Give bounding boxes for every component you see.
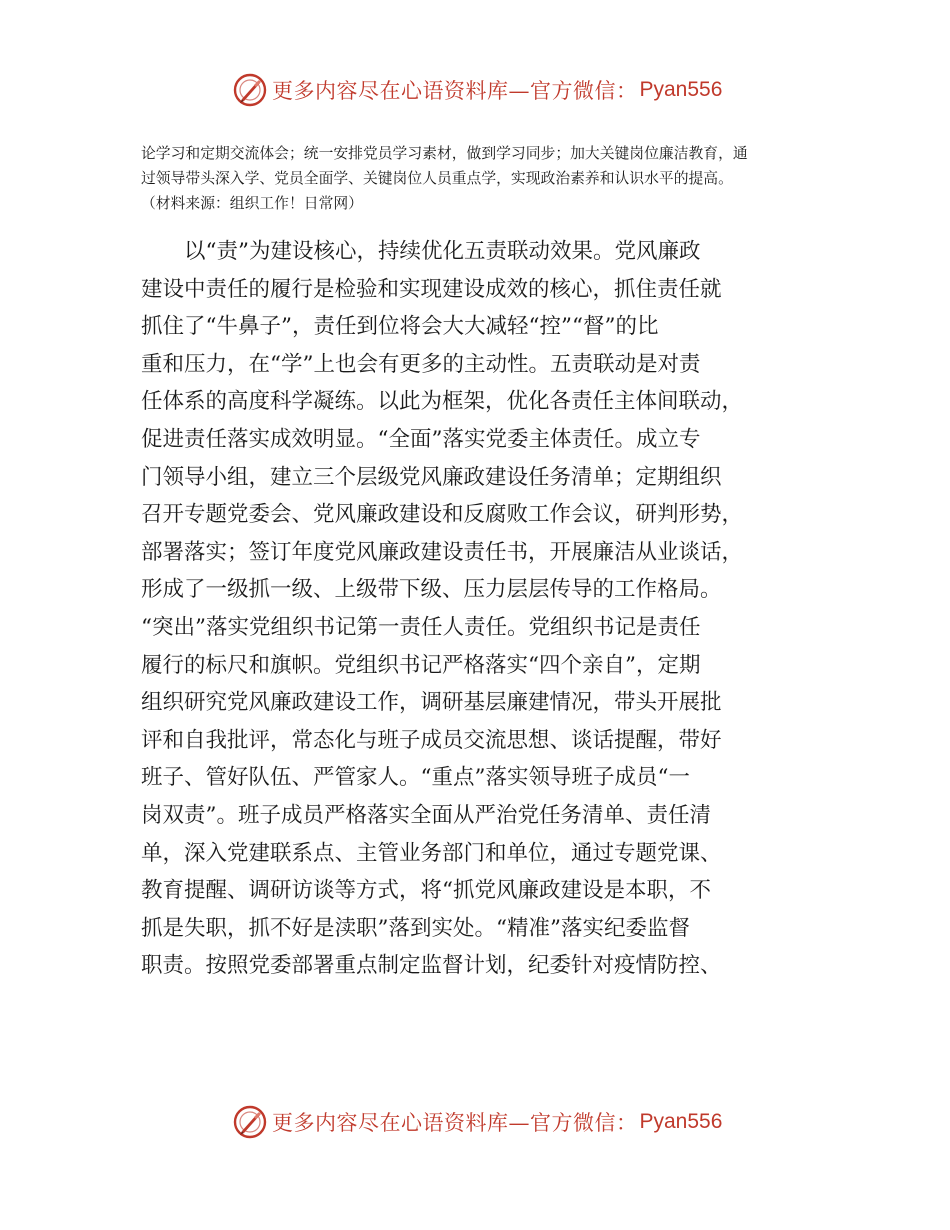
footer-banner — [232, 1104, 722, 1140]
body-line: 建设中责任的履行是检验和实现建设成效的核心，抓住责任就 — [141, 276, 722, 302]
body-line: 任体系的高度科学凝练。以此为框架，优化各责任主体间联动， — [141, 389, 744, 415]
quill-pen-logo-icon — [232, 1104, 268, 1140]
body-line: 重和压力，在“学”上也会有更多的主动性。五责联动是对责 — [141, 351, 701, 377]
source-note: （材料来源：组织工作！日常网） — [141, 195, 363, 212]
header-banner — [232, 72, 722, 108]
body-line: 部署落实；签订年度党风廉政建设责任书，开展廉洁从业谈话， — [141, 539, 744, 565]
body-line: 单，深入党建联系点、主管业务部门和单位，通过专题党课、 — [141, 840, 722, 866]
intro-line: 论学习和定期交流体会；统一安排党员学习素材，做到学习同步；加大关键岗位廉洁教育，通 — [141, 145, 748, 162]
banner-text: 更多内容尽在心语资料库—官方微信： — [272, 79, 638, 103]
quill-pen-logo-icon — [232, 72, 268, 108]
body-line: “突出”落实党组织书记第一责任人责任。党组织书记是责任 — [141, 614, 701, 640]
body-line: 召开专题党委会、党风廉政建设和反腐败工作会议，研判形势， — [141, 502, 744, 528]
body-line: 以“责”为建设核心，持续优化五责联动效果。党风廉政 — [184, 239, 701, 264]
body-line: 班子、管好队伍、严管家人。“重点”落实领导班子成员“一 — [141, 765, 690, 791]
wechat-handle: Pyan556 — [639, 78, 723, 101]
intro-line: 过领导带头深入学、党员全面学、关键岗位人员重点学，实现政治素养和认识水平的提高。 — [141, 170, 733, 187]
body-line: 评和自我批评，常态化与班子成员交流思想、谈话提醒，带好 — [141, 727, 722, 753]
intro-paragraph — [141, 141, 813, 216]
body-line: 岗双责”。班子成员严格落实全面从严治党任务清单、责任清 — [141, 802, 711, 828]
body-line: 职责。按照党委部署重点制定监督计划，纪委针对疫情防控、 — [141, 953, 722, 979]
body-line: 履行的标尺和旗帜。党组织书记严格落实“四个亲自”，定期 — [141, 652, 701, 678]
banner-text: 更多内容尽在心语资料库—官方微信： — [272, 1111, 638, 1135]
body-line: 组织研究党风廉政建设工作，调研基层廉建情况，带头开展批 — [141, 690, 722, 716]
wechat-handle: Pyan556 — [639, 1110, 723, 1133]
body-line: 形成了一级抓一级、上级带下级、压力层层传导的工作格局。 — [141, 577, 722, 603]
body-line: 抓是失职，抓不好是渎职”落到实处。“精准”落实纪委监督 — [141, 915, 690, 941]
body-line: 门领导小组，建立三个层级党风廉政建设任务清单；定期组织 — [141, 464, 722, 490]
body-line: 教育提醒、调研访谈等方式，将“抓党风廉政建设是本职，不 — [141, 878, 711, 904]
body-line: 促进责任落实成效明显。“全面”落实党委主体责任。成立专 — [141, 426, 701, 452]
body-line: 抓住了“牛鼻子”，责任到位将会大大减轻“控”“督”的比 — [141, 314, 659, 340]
body-paragraph — [141, 233, 821, 985]
